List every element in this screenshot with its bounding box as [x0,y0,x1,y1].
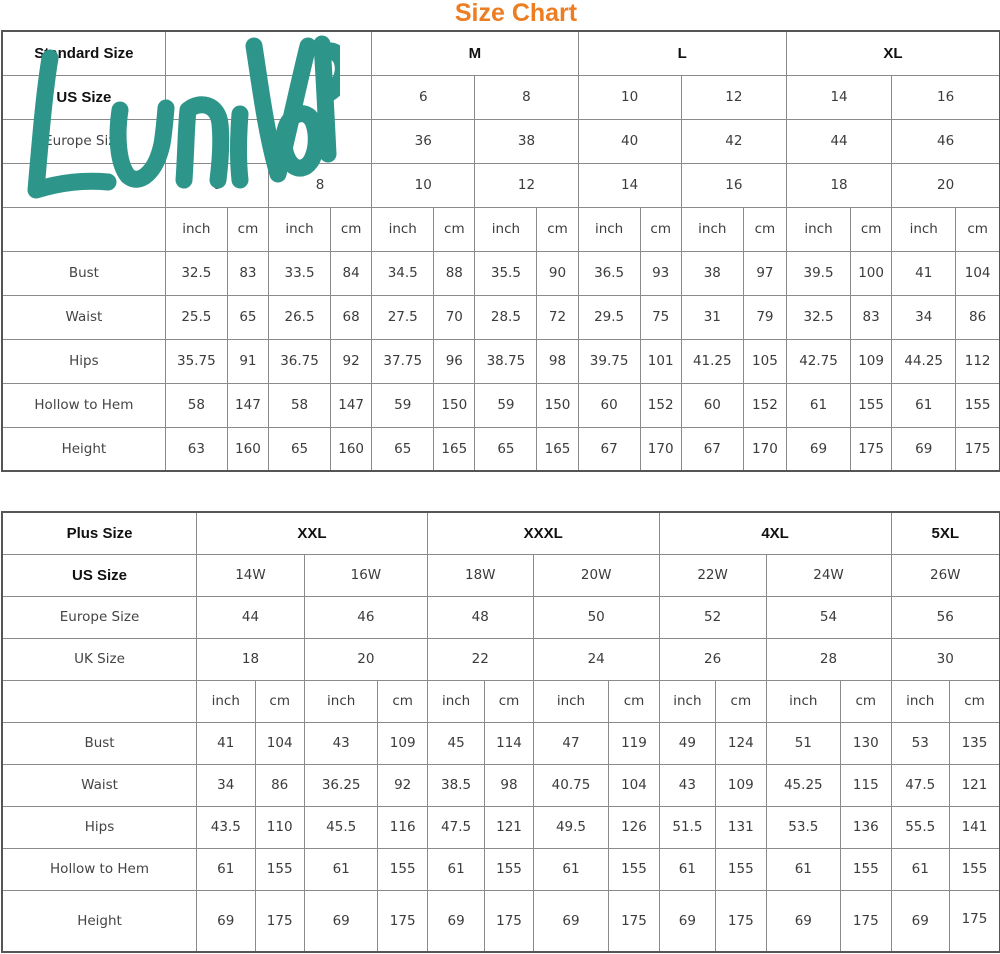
value-inch: 49.5 [533,806,609,848]
value-cm: 104 [609,764,659,806]
unit-cm: cm [434,207,475,251]
uk-size-cell: 30 [891,638,1000,680]
uk-size-cell: 18 [786,163,891,207]
value-inch: 36.25 [304,764,378,806]
value-inch: 63 [165,427,227,471]
uk-size-cell: 20 [892,163,1000,207]
us-size-cell: 6 [372,75,475,119]
value-cm: 147 [227,383,268,427]
value-cm: 155 [485,848,533,890]
value-inch: 61 [891,848,949,890]
europe-size-cell: 36 [372,119,475,163]
value-inch: 69 [891,890,949,952]
row-label [2,207,165,251]
measurement-row [2,848,1000,890]
value-inch: 39.75 [578,339,640,383]
size-group-row [2,31,1000,75]
value-cm: 155 [716,848,766,890]
value-inch: 43 [659,764,715,806]
row-label: US Size [2,554,197,596]
us-size-cell: 14W [197,554,305,596]
value-inch: 51 [766,722,841,764]
value-inch: 69 [304,890,378,952]
value-inch: 69 [766,890,841,952]
value-cm: 96 [434,339,475,383]
unit-inch: inch [427,680,484,722]
europe-size-cell: 52 [659,596,766,638]
value-cm: 100 [851,251,892,295]
value-inch: 47.5 [427,806,484,848]
value-cm: 104 [255,722,304,764]
measurement-row [2,339,1000,383]
row-label: Bust [2,251,165,295]
value-cm: 175 [851,427,892,471]
value-inch: 61 [786,383,850,427]
unit-inch: inch [372,207,434,251]
us-size-cell: 20W [533,554,659,596]
uk-size-cell: 26 [659,638,766,680]
unit-cm: cm [841,680,891,722]
value-cm: 104 [956,251,1000,295]
value-inch: 55.5 [891,806,949,848]
value-cm: 147 [331,383,372,427]
measurement-row [2,427,1000,471]
uk-size-cell: 12 [475,163,578,207]
measurement-rows [2,722,1000,952]
value-inch: 25.5 [165,295,227,339]
uk-size-cell: 20 [304,638,427,680]
value-inch: 34.5 [372,251,434,295]
value-inch: 51.5 [659,806,715,848]
value-inch: 38.75 [475,339,537,383]
value-inch: 43.5 [197,806,255,848]
value-inch: 61 [766,848,841,890]
unit-inch: inch [766,680,841,722]
value-inch: 32.5 [786,295,850,339]
us-size-row [2,75,1000,119]
value-inch: 45 [427,722,484,764]
europe-size-row [2,596,1000,638]
value-cm: 152 [743,383,786,427]
size-group-row [2,512,1000,554]
value-cm: 175 [485,890,533,952]
uk-size-cell: 8 [268,163,371,207]
measurement-row [2,722,1000,764]
value-inch: 41 [197,722,255,764]
value-cm: 131 [716,806,766,848]
row-label: Hips [2,339,165,383]
value-cm: 75 [640,295,681,339]
europe-size-cell [165,119,268,163]
uk-size-cell: 14 [578,163,681,207]
unit-inch: inch [533,680,609,722]
value-cm: 97 [743,251,786,295]
value-cm: 105 [743,339,786,383]
row-label: Hollow to Hem [2,383,165,427]
unit-inch: inch [892,207,956,251]
europe-size-cell: 44 [197,596,305,638]
europe-size-cell: 54 [766,596,891,638]
value-inch: 37.75 [372,339,434,383]
unit-inch: inch [197,680,255,722]
value-cm: 121 [949,764,1000,806]
uk-size-row [2,163,1000,207]
value-cm: 126 [609,806,659,848]
us-size-cell: 14 [786,75,891,119]
value-inch: 65 [475,427,537,471]
value-cm: 68 [331,295,372,339]
us-size-cell: 12 [681,75,786,119]
europe-size-cell: 46 [304,596,427,638]
value-cm: 86 [956,295,1000,339]
value-cm: 98 [485,764,533,806]
value-inch: 61 [533,848,609,890]
unit-row [2,207,1000,251]
value-cm: 155 [841,848,891,890]
value-cm: 70 [434,295,475,339]
unit-cm: cm [743,207,786,251]
europe-size-cell: 50 [533,596,659,638]
row-label: Waist [2,764,197,806]
us-size-cell: 8 [475,75,578,119]
row-label: US Size [2,75,165,119]
value-inch: 61 [197,848,255,890]
value-cm: 160 [227,427,268,471]
uk-size-row [2,638,1000,680]
value-inch: 47 [533,722,609,764]
value-inch: 41 [892,251,956,295]
value-inch: 53.5 [766,806,841,848]
measurement-row [2,764,1000,806]
row-label: Height [2,427,165,471]
value-inch: 61 [304,848,378,890]
value-inch: 29.5 [578,295,640,339]
europe-size-cell: 38 [475,119,578,163]
us-size-cell: 16 [892,75,1000,119]
row-label: Bust [2,722,197,764]
value-inch: 61 [427,848,484,890]
unit-cm: cm [609,680,659,722]
row-label: Hips [2,806,197,848]
value-cm: 170 [743,427,786,471]
value-inch: 69 [533,890,609,952]
row-label: UK Size [2,163,165,207]
size-group-cell: M [372,31,578,75]
measurement-row [2,295,1000,339]
value-cm: 109 [378,722,427,764]
measurement-row [2,890,1000,952]
unit-cm: cm [956,207,1000,251]
value-inch: 36.75 [268,339,330,383]
value-cm: 155 [956,383,1000,427]
size-group-cell: XL [786,31,1000,75]
row-label: Height [2,890,197,952]
measurement-row [2,383,1000,427]
value-inch: 44.25 [892,339,956,383]
uk-size-cell: 24 [533,638,659,680]
size-group-cell: 5XL [891,512,1000,554]
value-cm: 150 [537,383,578,427]
value-inch: 59 [475,383,537,427]
value-cm: 175 [716,890,766,952]
unit-cm: cm [851,207,892,251]
row-label: Europe Size [2,119,165,163]
us-size-cell: 18W [427,554,533,596]
value-cm: 155 [378,848,427,890]
row-label: Europe Size [2,596,197,638]
unit-cm: cm [227,207,268,251]
uk-size-cell: 16 [681,163,786,207]
unit-inch: inch [475,207,537,251]
measurement-row [2,251,1000,295]
value-inch: 36.5 [578,251,640,295]
value-cm: 72 [537,295,578,339]
value-cm: 93 [640,251,681,295]
value-inch: 32.5 [165,251,227,295]
value-inch: 69 [786,427,850,471]
us-size-cell: 16W [304,554,427,596]
uk-size-cell: 10 [372,163,475,207]
value-cm: 155 [851,383,892,427]
row-label: Plus Size [2,512,197,554]
us-size-cell: 22W [659,554,766,596]
uk-size-cell: 6 [165,163,268,207]
value-cm: 98 [537,339,578,383]
unit-inch: inch [891,680,949,722]
value-cm: 175 [841,890,891,952]
value-cm: 175 [255,890,304,952]
value-cm: 91 [227,339,268,383]
row-label: Hollow to Hem [2,848,197,890]
value-inch: 47.5 [891,764,949,806]
value-inch: 39.5 [786,251,850,295]
value-inch: 33.5 [268,251,330,295]
value-inch: 34 [892,295,956,339]
uk-size-cell: 28 [766,638,891,680]
uk-size-cell: 18 [197,638,305,680]
unit-inch: inch [578,207,640,251]
value-inch: 61 [892,383,956,427]
us-size-cell [165,75,371,119]
value-cm: 84 [331,251,372,295]
value-cm: 92 [378,764,427,806]
value-inch: 69 [197,890,255,952]
value-inch: 40.75 [533,764,609,806]
value-inch: 35.5 [475,251,537,295]
page-title: Size Chart [454,0,578,27]
us-size-cell: 10 [578,75,681,119]
unit-cm: cm [716,680,766,722]
value-inch: 69 [892,427,956,471]
value-cm: 150 [434,383,475,427]
unit-inch: inch [268,207,330,251]
value-cm: 90 [537,251,578,295]
measurement-rows [2,251,1000,471]
unit-cm: cm [485,680,533,722]
value-cm: 130 [841,722,891,764]
us-size-cell: 26W [891,554,1000,596]
standard-size-table [1,30,1000,472]
value-cm: 114 [485,722,533,764]
europe-size-cell: 46 [892,119,1000,163]
value-cm: 175 [956,427,1000,471]
unit-cm: cm [640,207,681,251]
unit-inch: inch [165,207,227,251]
unit-inch: inch [681,207,743,251]
value-cm: 83 [227,251,268,295]
unit-cm: cm [378,680,427,722]
plus-size-table [1,511,1000,953]
row-label: UK Size [2,638,197,680]
unit-cm: cm [537,207,578,251]
value-cm: 92 [331,339,372,383]
value-cm: 116 [378,806,427,848]
value-inch: 31 [681,295,743,339]
value-inch: 34 [197,764,255,806]
value-inch: 45.25 [766,764,841,806]
value-cm: 109 [851,339,892,383]
value-cm: 109 [716,764,766,806]
value-cm: 135 [949,722,1000,764]
value-inch: 61 [659,848,715,890]
europe-size-cell: 56 [891,596,1000,638]
value-cm: 175 [949,890,1000,952]
us-size-row [2,554,1000,596]
value-inch: 45.5 [304,806,378,848]
value-inch: 60 [578,383,640,427]
value-cm: 112 [956,339,1000,383]
value-cm: 121 [485,806,533,848]
value-cm: 88 [434,251,475,295]
value-inch: 69 [427,890,484,952]
value-inch: 38 [681,251,743,295]
value-cm: 152 [640,383,681,427]
value-cm: 124 [716,722,766,764]
value-inch: 41.25 [681,339,743,383]
europe-size-cell: 44 [786,119,891,163]
value-inch: 38.5 [427,764,484,806]
us-size-cell: 24W [766,554,891,596]
value-inch: 67 [578,427,640,471]
europe-size-cell: 34 [268,119,371,163]
value-cm: 175 [609,890,659,952]
value-inch: 43 [304,722,378,764]
value-inch: 35.75 [165,339,227,383]
unit-cm: cm [255,680,304,722]
value-cm: 110 [255,806,304,848]
value-inch: 58 [268,383,330,427]
value-cm: 136 [841,806,891,848]
value-cm: 155 [609,848,659,890]
measurement-row [2,806,1000,848]
value-inch: 59 [372,383,434,427]
value-inch: 27.5 [372,295,434,339]
value-cm: 165 [537,427,578,471]
europe-size-cell: 40 [578,119,681,163]
uk-size-cell: 22 [427,638,533,680]
unit-inch: inch [304,680,378,722]
value-cm: 79 [743,295,786,339]
value-cm: 141 [949,806,1000,848]
row-label: Standard Size [2,31,165,75]
size-group-cell: XXXL [427,512,659,554]
value-cm: 115 [841,764,891,806]
unit-inch: inch [786,207,850,251]
value-cm: 160 [331,427,372,471]
value-cm: 155 [255,848,304,890]
value-inch: 58 [165,383,227,427]
value-inch: 65 [372,427,434,471]
value-cm: 83 [851,295,892,339]
value-cm: 170 [640,427,681,471]
value-inch: 26.5 [268,295,330,339]
value-cm: 155 [949,848,1000,890]
value-inch: 60 [681,383,743,427]
unit-cm: cm [331,207,372,251]
unit-inch: inch [659,680,715,722]
value-inch: 49 [659,722,715,764]
unit-row [2,680,1000,722]
europe-size-row [2,119,1000,163]
size-group-cell: 4XL [659,512,891,554]
value-inch: 42.75 [786,339,850,383]
unit-cm: cm [949,680,1000,722]
value-cm: 65 [227,295,268,339]
value-cm: 165 [434,427,475,471]
value-cm: 175 [378,890,427,952]
europe-size-cell: 48 [427,596,533,638]
value-inch: 67 [681,427,743,471]
size-group-cell [165,31,371,75]
row-label: Waist [2,295,165,339]
size-group-cell: L [578,31,786,75]
value-inch: 69 [659,890,715,952]
value-cm: 101 [640,339,681,383]
value-cm: 119 [609,722,659,764]
row-label [2,680,197,722]
value-inch: 65 [268,427,330,471]
value-inch: 53 [891,722,949,764]
size-group-cell: XXL [197,512,428,554]
value-inch: 28.5 [475,295,537,339]
europe-size-cell: 42 [681,119,786,163]
value-cm: 86 [255,764,304,806]
